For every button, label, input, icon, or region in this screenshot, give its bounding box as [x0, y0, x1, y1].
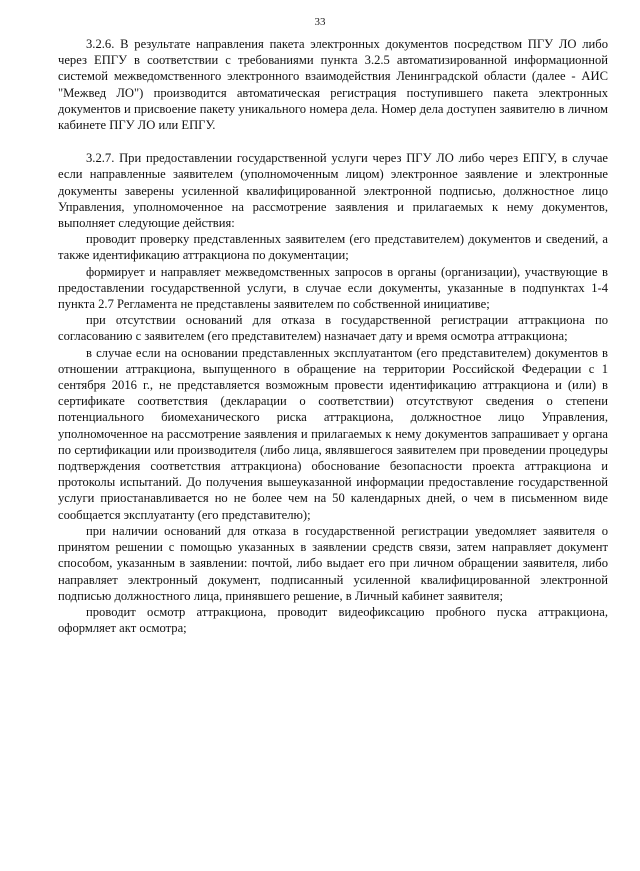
document-body: [58, 36, 608, 636]
action-item-inspection: проводит осмотр аттракциона, проводит видеофиксацию пробного пуска аттракциона, оформляет акт осмотра;: [58, 604, 608, 636]
paragraph-3-2-6: 3.2.6. В результате направления пакета электронных документов посредством ПГУ ЛО либо через ЕПГУ в соответствии с требованиями пункта 3.2.5 автоматизированной информационной системой межведомственного электронного взаимодействия Ленинградской области (далее - АИС "Межвед ЛО") производится автоматическая регистрация поступившего пакета электронных документов и присвоение пакету уникального номера дела. Номер дела доступен заявителю в личном кабинете ПГУ ЛО или ЕПГУ.: [58, 37, 608, 133]
action-item-refusal-notice: при наличии оснований для отказа в государственной регистрации уведомляет заявителя о принятом решении с помощью указанных в заявлении средств связи, затем направляет документ способом, указанным в заявлении: почтой, либо выдает его при личном обращении заявителя, либо направляет электронный документ, подписанный усиленной квалифицированной электронной подписью должностного лица, принявшего решение, в Личный кабинет заявителя;: [58, 523, 608, 603]
action-item-schedule-inspection: при отсутствии оснований для отказа в государственной регистрации аттракциона по согласованию с заявителем (его представителем) назначает дату и время осмотра аттракциона;: [58, 313, 608, 344]
action-item-interagency-requests: формирует и направляет межведомственных запросов в органы (организации), участвующие в предоставлении государственной услуги, в случае если документы, указанные в подпунктах 1-4 пункта 2.7 Регламента не представлены заявителем по собственной инициативе;: [58, 264, 608, 312]
paragraph-3-2-7: 3.2.7. При предоставлении государственной услуги через ПГУ ЛО либо через ЕПГУ, в случае если направленные заявителем (уполномоченным лицом) электронное заявление и электронные документы заверены усиленной квалифицированной электронной подписью, должностное лицо Управления, уполномоченное на рассмотрение заявления и прилагаемых к нему документов, выполняет следующие действия:: [58, 151, 608, 231]
page-number: 33: [314, 16, 326, 28]
action-item-request-certification: в случае если на основании представленных эксплуатантом (его представителем) документов в отношении аттракциона, выпущенного в обращение на территории Российской Федерации с 1 сентября 2016 г., не представляется возможным провести идентификацию аттракциона и (или) в сертификате соответствия (декларации о соответствии) отсутствуют сведения о степени потенциального биомеханического риска аттракциона, должностное лицо Управления, уполномоченное на рассмотрение заявления и прилагаемых к нему документов запрашивает у органа по сертификации или производителя (либо лица, являвшегося заявителем при проведении процедуры подтверждения соответствия аттракциона) обоснование безопасности проекта аттракциона и протоколы испытаний. До получения вышеуказанной информации предоставление государственной услуги приостанавливается но не более чем на 50 календарных дней, о чем в письменном виде сообщается эксплуатанту (его представителю);: [58, 345, 608, 522]
action-item-check-documents: проводит проверку представленных заявителем (его представителем) документов и сведений, а также идентификацию аттракциона по документации;: [58, 232, 608, 263]
